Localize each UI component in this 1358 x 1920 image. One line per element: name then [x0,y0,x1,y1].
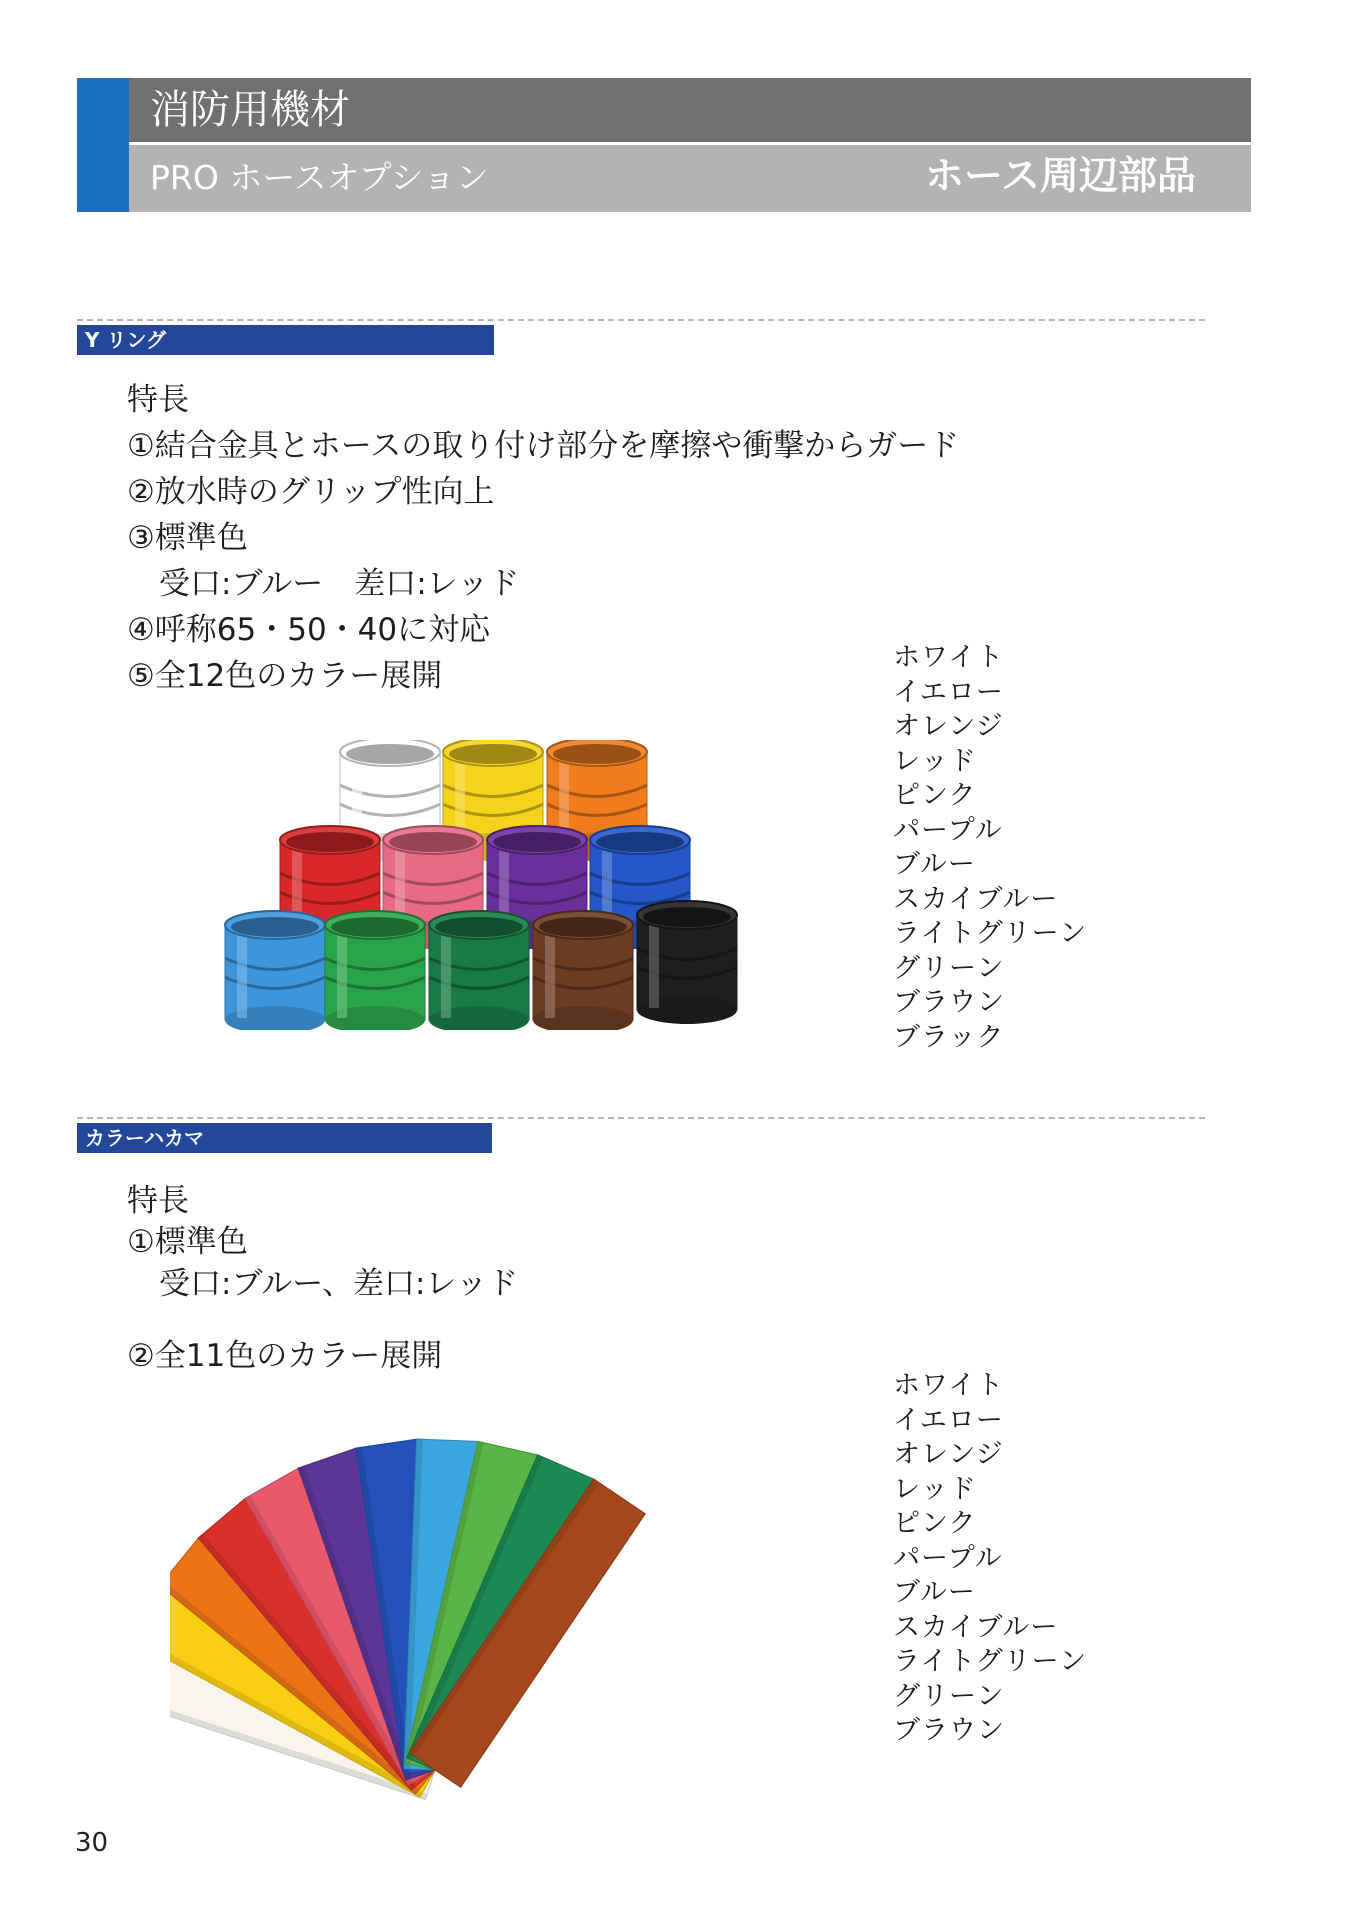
color-item: ホワイト [893,642,1005,673]
feature-item: ⑤全12色のカラー展開 [127,658,443,694]
feature-item: 受口:ブルー 差口:レッド [159,566,520,602]
color-item: ピンク [893,780,977,811]
color-item: スカイブルー [893,883,1059,915]
color-item: レッド [893,745,977,777]
header-accent-bar [77,78,129,212]
page-number: 30 [75,1828,109,1858]
y-ring-item [429,911,529,1030]
section-divider [77,1117,1205,1119]
color-item: ブラウン [893,1715,1005,1746]
y-ring-features [127,377,959,699]
section-divider [77,319,1205,321]
color-item: イエロー [893,1404,1004,1436]
feature-item: ①標準色 [127,1224,248,1260]
color-item: ブルー [893,849,976,880]
page-category: ホース周辺部品 [924,154,1196,199]
feature-item: 受口:ブルー、差口:レッド [159,1266,519,1302]
hakama-color-list [893,1369,1087,1749]
features-heading: 特長 [127,382,189,418]
y-ring-item [533,911,633,1030]
page-subtitle: PRO ホースオプション [150,158,489,197]
color-item: ライトグリーン [893,918,1088,949]
features-heading: 特長 [127,1183,189,1219]
color-item: パープル [893,814,1003,846]
color-item: スカイブルー [893,1611,1059,1643]
color-item: ブラック [893,1021,1005,1053]
color-item: ホワイト [893,1370,1005,1401]
color-item: ピンク [893,1508,977,1539]
y-ring-item [637,901,737,1024]
color-item: オレンジ [893,711,1004,742]
page-title: 消防用機材 [150,87,350,133]
hakama-features [127,1178,518,1379]
color-item: イエロー [893,676,1004,708]
feature-item: ②全11色のカラー展開 [127,1338,443,1374]
feature-item: ③標準色 [127,520,248,556]
hakama-product-image [170,1395,790,1815]
color-item: グリーン [893,1680,1005,1712]
feature-item: ④呼称65・50・40に対応 [127,612,491,648]
section-label-hakama: カラーハカマ [77,1123,492,1153]
color-item: ライトグリーン [893,1646,1088,1677]
color-item: ブラウン [893,987,1005,1018]
section-label-y-ring: Y リング [77,325,494,355]
color-item: オレンジ [893,1439,1004,1470]
color-item: パープル [893,1542,1003,1574]
color-item: レッド [893,1473,977,1505]
color-item: ブルー [893,1577,976,1608]
y-ring-product-image [215,740,750,1030]
feature-item: ②放水時のグリップ性向上 [127,474,495,510]
feature-item: ①結合金具とホースの取り付け部分を摩擦や衝撃からガード [127,428,960,464]
y-ring-color-list [893,641,1087,1055]
y-ring-item [225,911,325,1030]
y-ring-item [325,911,425,1030]
color-item: グリーン [893,952,1005,984]
